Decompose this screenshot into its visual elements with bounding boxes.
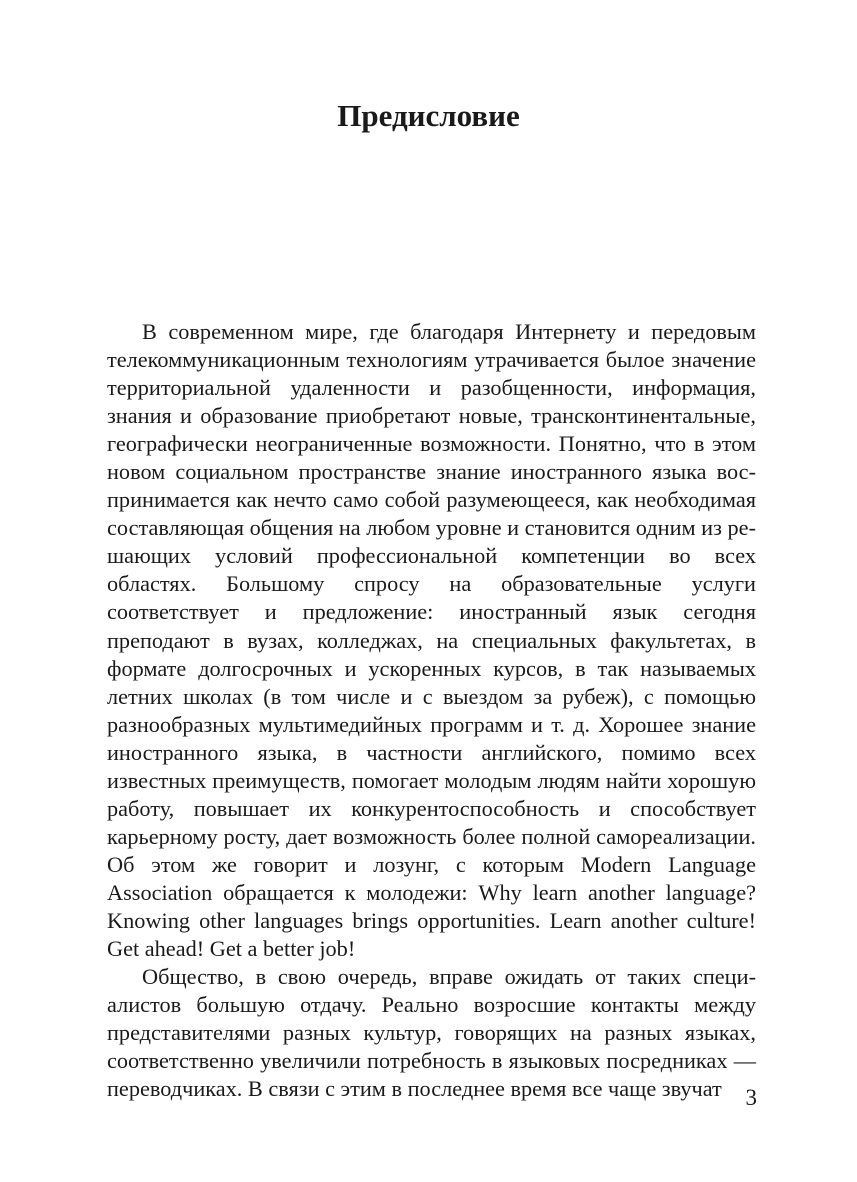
paragraph-1: В современном мире, где благодаря Интернету и передовым телекоммуникационным технологиям утрачивается былое значение территориальной удаленности и разобщенности, информация, знания и образование приобретают новые, трансконтинентальные, географически неограниченные возможности. Понятно, что в этом новом социальном пространстве знание иностранного языка воспринимается как нечто само собой разумеющееся, как необходимая составляющая общения на любом уровне и становится одним из решающих условий профессиональной компетенции во всех областях. Большому спросу на образовательные услуги соответствует и предложение: иностранный язык сегодня преподают в вузах, колледжах, на специальных факультетах, в формате долгосрочных и ускоренных курсов, в так называемых летних школах (в том числе и с выездом за рубеж), с помощью разнообразных мультимедийных программ и т. д. Хорошее знание иностранного языка, в частности английского, помимо всех известных преимуществ, помогает молодым людям найти хорошую работу, повышает их конкурентоспособность и способствует карьерному росту, дает возможность более полной самореализации. Об этом же говорит и лозунг, с которым Modern Language Association обращается к молодежи: Why learn another language? Knowing other languages brings opportunities. Learn another culture! Get ahead! Get a better job! [107,319,756,962]
paragraph-2: Общество, в свою очередь, вправе ожидать от таких специалистов большую отдачу. Реально возросшие контакты между представителями разных культур, говорящих на разных языках, соответственно увеличили потребность в языковых посредниках — переводчиках. В связи с этим в последнее время все чаще звучат [107,964,756,1102]
page-title: Предисловие [337,98,520,133]
page-number: 3 [745,1085,757,1110]
body-text [107,318,756,1103]
